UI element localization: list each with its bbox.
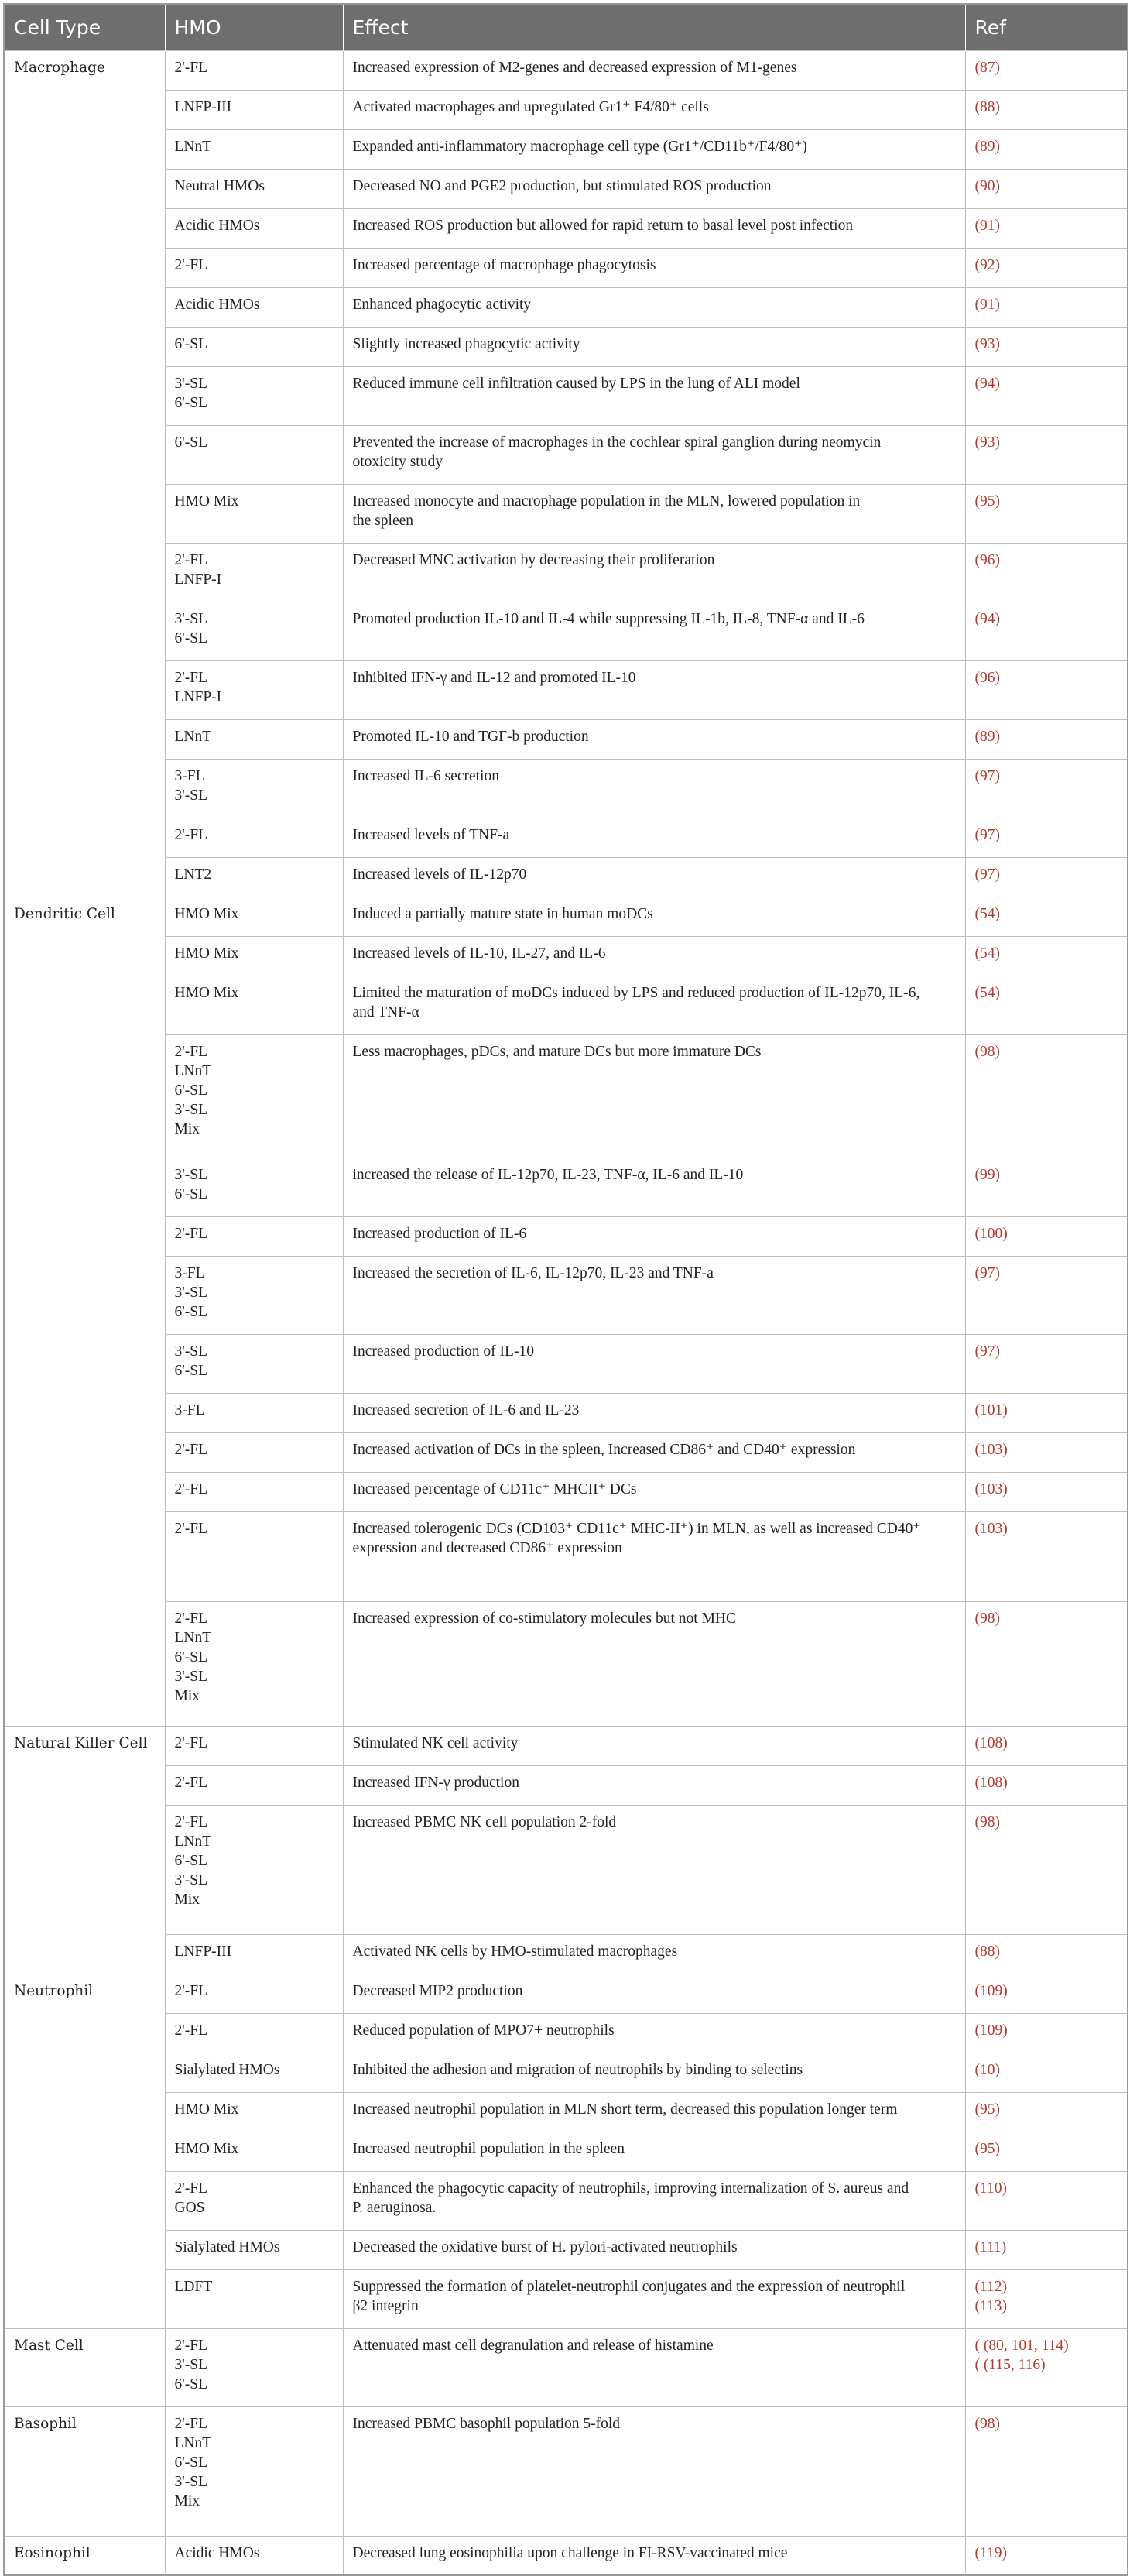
table-row <box>4 1334 1128 1393</box>
table-row <box>4 719 1128 759</box>
effect-cell: Increased neutrophil population in MLN short term, decreased this population longer term <box>343 2092 965 2132</box>
ref-cell[interactable]: (91) <box>965 287 1128 327</box>
hmo-cell: 2'-FL <box>165 1432 343 1472</box>
effect-cell: Increased production of IL-6 <box>343 1216 965 1256</box>
table-row <box>4 1393 1128 1432</box>
effect-cell: Slightly increased phagocytic activity <box>343 327 965 366</box>
effect-cell: Increased levels of TNF-a <box>343 818 965 857</box>
hmo-cell: LDFT <box>165 2269 343 2328</box>
hmo-cell: HMO Mix <box>165 484 343 543</box>
ref-cell[interactable]: (108) <box>965 1726 1128 1765</box>
ref-cell[interactable]: (97) <box>965 818 1128 857</box>
ref-cell[interactable]: (103) <box>965 1511 1128 1601</box>
hmo-cell: 2'-FL LNFP-I <box>165 543 343 602</box>
effect-cell: Attenuated mast cell degranulation and release of histamine <box>343 2328 965 2406</box>
hmo-cell: 2'-FL 3'-SL 6'-SL <box>165 2328 343 2406</box>
ref-cell[interactable]: (95) <box>965 2092 1128 2132</box>
ref-cell[interactable]: (97) <box>965 1334 1128 1393</box>
hmo-cell: 2'-FL <box>165 1472 343 1511</box>
ref-cell[interactable]: (101) <box>965 1393 1128 1432</box>
hmo-cell: 3'-SL 6'-SL <box>165 1334 343 1393</box>
effect-cell: Less macrophages, pDCs, and mature DCs but more immature DCs <box>343 1034 965 1158</box>
hmo-cell: 2'-FL LNnT 6'-SL 3'-SL Mix <box>165 1034 343 1158</box>
hmo-cell: HMO Mix <box>165 897 343 936</box>
table-row <box>4 818 1128 857</box>
hmo-cell: 2'-FL <box>165 818 343 857</box>
cell-type-cell: Macrophage <box>4 50 165 897</box>
hmo-cell: Neutral HMOs <box>165 169 343 208</box>
table-row <box>4 2013 1128 2053</box>
hmo-cell: Acidic HMOs <box>165 2536 343 2575</box>
ref-cell[interactable]: (88) <box>965 90 1128 129</box>
effect-cell: Decreased the oxidative burst of H. pylori-activated neutrophils <box>343 2230 965 2269</box>
ref-cell[interactable]: (110) <box>965 2171 1128 2230</box>
cell-type-cell: Eosinophil <box>4 2536 165 2575</box>
effect-cell: Inhibited IFN-γ and IL-12 and promoted IL-10 <box>343 660 965 719</box>
hmo-cell: 6'-SL <box>165 327 343 366</box>
ref-cell[interactable]: (87) <box>965 50 1128 90</box>
table-row <box>4 1765 1128 1805</box>
ref-cell[interactable]: (94) <box>965 366 1128 425</box>
effect-cell: Reduced population of MPO7+ neutrophils <box>343 2013 965 2053</box>
table-row <box>4 366 1128 425</box>
ref-cell[interactable]: (54) <box>965 936 1128 976</box>
table-row <box>4 1511 1128 1601</box>
header-ref: Ref <box>965 4 1128 50</box>
effect-cell: Enhanced phagocytic activity <box>343 287 965 327</box>
effect-cell: Increased ROS production but allowed for rapid return to basal level post infection <box>343 208 965 248</box>
table-row <box>4 1974 1128 2013</box>
table-row <box>4 129 1128 169</box>
table-row <box>4 1432 1128 1472</box>
table-row <box>4 287 1128 327</box>
hmo-effects-table <box>3 3 1128 2576</box>
header-cell-type: Cell Type <box>4 4 165 50</box>
effect-cell: Increased IFN-γ production <box>343 1765 965 1805</box>
ref-cell[interactable]: (95) <box>965 2132 1128 2171</box>
ref-cell[interactable]: (100) <box>965 1216 1128 1256</box>
hmo-cell: 6'-SL <box>165 425 343 484</box>
effect-cell: Decreased lung eosinophilia upon challenge in FI-RSV-vaccinated mice <box>343 2536 965 2575</box>
effect-cell: Increased PBMC NK cell population 2-fold <box>343 1805 965 1934</box>
ref-cell[interactable]: (103) <box>965 1432 1128 1472</box>
table-body <box>4 50 1128 2575</box>
hmo-cell: 2'-FL <box>165 1765 343 1805</box>
ref-cell[interactable]: (89) <box>965 129 1128 169</box>
table-row <box>4 484 1128 543</box>
effect-cell: Activated macrophages and upregulated Gr1⁺ F4/80⁺ cells <box>343 90 965 129</box>
hmo-cell: HMO Mix <box>165 976 343 1034</box>
table-row <box>4 1472 1128 1511</box>
table-row <box>4 857 1128 897</box>
ref-cell[interactable]: (94) <box>965 602 1128 660</box>
hmo-cell: HMO Mix <box>165 2132 343 2171</box>
ref-cell[interactable]: (119) <box>965 2536 1128 2575</box>
hmo-cell: 2'-FL <box>165 50 343 90</box>
effect-cell: Decreased MIP2 production <box>343 1974 965 2013</box>
effect-cell: Increased levels of IL-12p70 <box>343 857 965 897</box>
ref-cell[interactable]: (109) <box>965 1974 1128 2013</box>
hmo-cell: LNnT <box>165 719 343 759</box>
table-row <box>4 248 1128 287</box>
ref-cell[interactable]: (112) (113) <box>965 2269 1128 2328</box>
effect-cell: Promoted production IL-10 and IL-4 while suppressing IL-1b, IL-8, TNF-α and IL-6 <box>343 602 965 660</box>
table-row <box>4 660 1128 719</box>
ref-cell[interactable]: (98) <box>965 1601 1128 1726</box>
ref-cell[interactable]: (54) <box>965 976 1128 1034</box>
hmo-cell: LNT2 <box>165 857 343 897</box>
effect-cell: Decreased MNC activation by decreasing their proliferation <box>343 543 965 602</box>
ref-cell[interactable]: (103) <box>965 1472 1128 1511</box>
table-row <box>4 1601 1128 1726</box>
effect-cell: Increased activation of DCs in the spleen, Increased CD86⁺ and CD40⁺ expression <box>343 1432 965 1472</box>
hmo-cell: 2'-FL LNFP-I <box>165 660 343 719</box>
effect-cell: Increased expression of co-stimulatory molecules but not MHC <box>343 1601 965 1726</box>
cell-type-cell: Basophil <box>4 2406 165 2536</box>
table-row <box>4 1034 1128 1158</box>
table-row <box>4 897 1128 936</box>
table-row <box>4 759 1128 818</box>
hmo-cell: Sialylated HMOs <box>165 2230 343 2269</box>
effect-cell: Increased IL-6 secretion <box>343 759 965 818</box>
table-row <box>4 2328 1128 2406</box>
effect-cell: Increased levels of IL-10, IL-27, and IL-6 <box>343 936 965 976</box>
hmo-cell: 3-FL 3'-SL 6'-SL <box>165 1256 343 1334</box>
ref-cell[interactable]: (93) <box>965 425 1128 484</box>
table-row <box>4 1216 1128 1256</box>
effect-cell: Increased neutrophil population in the spleen <box>343 2132 965 2171</box>
effect-cell: Increased percentage of CD11c⁺ MHCII⁺ DCs <box>343 1472 965 1511</box>
ref-cell[interactable]: (98) <box>965 1805 1128 1934</box>
ref-cell[interactable]: (92) <box>965 248 1128 287</box>
cell-type-cell: Dendritic Cell <box>4 897 165 1726</box>
effect-cell: Suppressed the formation of platelet-neutrophil conjugates and the expression of neutrophil β2 integrin <box>343 2269 965 2328</box>
ref-cell[interactable]: (93) <box>965 327 1128 366</box>
hmo-effects-table-container <box>3 3 1127 2561</box>
hmo-cell: 2'-FL <box>165 248 343 287</box>
table-row <box>4 2536 1128 2575</box>
ref-cell[interactable]: (99) <box>965 1158 1128 1216</box>
table-row <box>4 2269 1128 2328</box>
hmo-cell: 2'-FL <box>165 1726 343 1765</box>
cell-type-cell: Neutrophil <box>4 1974 165 2328</box>
effect-cell: Limited the maturation of moDCs induced by LPS and reduced production of IL-12p70, IL-6, and TNF-α <box>343 976 965 1034</box>
ref-cell[interactable]: ( (80, 101, 114) ( (115, 116) <box>965 2328 1128 2406</box>
ref-cell[interactable]: (111) <box>965 2230 1128 2269</box>
table-row <box>4 976 1128 1034</box>
effect-cell: Stimulated NK cell activity <box>343 1726 965 1765</box>
ref-cell[interactable]: (88) <box>965 1934 1128 1974</box>
hmo-cell: 2'-FL GOS <box>165 2171 343 2230</box>
cell-type-cell: Mast Cell <box>4 2328 165 2406</box>
hmo-cell: 3'-SL 6'-SL <box>165 366 343 425</box>
ref-cell[interactable]: (97) <box>965 857 1128 897</box>
ref-cell[interactable]: (95) <box>965 484 1128 543</box>
table-row <box>4 327 1128 366</box>
table-row <box>4 208 1128 248</box>
effect-cell: Activated NK cells by HMO-stimulated macrophages <box>343 1934 965 1974</box>
table-row <box>4 2406 1128 2536</box>
header-row <box>4 4 1128 50</box>
table-row <box>4 602 1128 660</box>
hmo-cell: Acidic HMOs <box>165 208 343 248</box>
ref-cell[interactable]: (54) <box>965 897 1128 936</box>
ref-cell[interactable]: (98) <box>965 2406 1128 2536</box>
ref-cell[interactable]: (109) <box>965 2013 1128 2053</box>
hmo-cell: 3'-SL 6'-SL <box>165 1158 343 1216</box>
hmo-cell: 2'-FL LNnT 6'-SL 3'-SL Mix <box>165 1805 343 1934</box>
effect-cell: Increased percentage of macrophage phagocytosis <box>343 248 965 287</box>
effect-cell: Reduced immune cell infiltration caused by LPS in the lung of ALI model <box>343 366 965 425</box>
table-row <box>4 50 1128 90</box>
hmo-cell: 3'-SL 6'-SL <box>165 602 343 660</box>
table-row <box>4 2230 1128 2269</box>
table-row <box>4 2053 1128 2092</box>
table-row <box>4 2092 1128 2132</box>
cell-type-cell: Natural Killer Cell <box>4 1726 165 1974</box>
table-row <box>4 425 1128 484</box>
ref-cell[interactable]: (97) <box>965 759 1128 818</box>
header-effect: Effect <box>343 4 965 50</box>
hmo-cell: LNnT <box>165 129 343 169</box>
table-row <box>4 936 1128 976</box>
effect-cell: Increased tolerogenic DCs (CD103⁺ CD11c⁺ MHC-II⁺) in MLN, as well as increased CD40⁺ expression and decreased CD86⁺ expression <box>343 1511 965 1601</box>
ref-cell[interactable]: (96) <box>965 660 1128 719</box>
header-hmo: HMO <box>165 4 343 50</box>
hmo-cell: 2'-FL <box>165 2013 343 2053</box>
effect-cell: Increased PBMC basophil population 5-fold <box>343 2406 965 2536</box>
hmo-cell: LNFP-III <box>165 90 343 129</box>
table-row <box>4 1805 1128 1934</box>
ref-cell[interactable]: (108) <box>965 1765 1128 1805</box>
table-row <box>4 1726 1128 1765</box>
effect-cell: Increased secretion of IL-6 and IL-23 <box>343 1393 965 1432</box>
table-row <box>4 1158 1128 1216</box>
hmo-cell: LNFP-III <box>165 1934 343 1974</box>
table-row <box>4 2171 1128 2230</box>
effect-cell: Decreased NO and PGE2 production, but stimulated ROS production <box>343 169 965 208</box>
ref-cell[interactable]: (97) <box>965 1256 1128 1334</box>
effect-cell: Increased the secretion of IL-6, IL-12p70, IL-23 and TNF-a <box>343 1256 965 1334</box>
effect-cell: Inhibited the adhesion and migration of neutrophils by binding to selectins <box>343 2053 965 2092</box>
effect-cell: Induced a partially mature state in human moDCs <box>343 897 965 936</box>
table-header <box>4 4 1128 50</box>
ref-cell[interactable]: (89) <box>965 719 1128 759</box>
ref-cell[interactable]: (10) <box>965 2053 1128 2092</box>
table-row <box>4 2132 1128 2171</box>
effect-cell: Increased production of IL-10 <box>343 1334 965 1393</box>
ref-cell[interactable]: (98) <box>965 1034 1128 1158</box>
ref-cell[interactable]: (91) <box>965 208 1128 248</box>
effect-cell: Increased monocyte and macrophage population in the MLN, lowered population in the spleen <box>343 484 965 543</box>
effect-cell: Promoted IL-10 and TGF-b production <box>343 719 965 759</box>
hmo-cell: 3-FL 3'-SL <box>165 759 343 818</box>
table-row <box>4 1256 1128 1334</box>
ref-cell[interactable]: (90) <box>965 169 1128 208</box>
effect-cell: Prevented the increase of macrophages in the cochlear spiral ganglion during neomycin otoxicity study <box>343 425 965 484</box>
hmo-cell: 2'-FL <box>165 1974 343 2013</box>
table-row <box>4 169 1128 208</box>
hmo-cell: HMO Mix <box>165 936 343 976</box>
table-row <box>4 1934 1128 1974</box>
hmo-cell: 3-FL <box>165 1393 343 1432</box>
hmo-cell: HMO Mix <box>165 2092 343 2132</box>
effect-cell: Expanded anti-inflammatory macrophage cell type (Gr1⁺/CD11b⁺/F4/80⁺) <box>343 129 965 169</box>
hmo-cell: 2'-FL <box>165 1511 343 1601</box>
table-row <box>4 90 1128 129</box>
effect-cell: Increased expression of M2-genes and decreased expression of M1-genes <box>343 50 965 90</box>
effect-cell: Enhanced the phagocytic capacity of neutrophils, improving internalization of S. aureus and P. aeruginosa. <box>343 2171 965 2230</box>
hmo-cell: 2'-FL LNnT 6'-SL 3'-SL Mix <box>165 1601 343 1726</box>
table-row <box>4 543 1128 602</box>
effect-cell: increased the release of IL-12p70, IL-23, TNF-α, IL-6 and IL-10 <box>343 1158 965 1216</box>
hmo-cell: Sialylated HMOs <box>165 2053 343 2092</box>
hmo-cell: 2'-FL <box>165 1216 343 1256</box>
ref-cell[interactable]: (96) <box>965 543 1128 602</box>
hmo-cell: Acidic HMOs <box>165 287 343 327</box>
hmo-cell: 2'-FL LNnT 6'-SL 3'-SL Mix <box>165 2406 343 2536</box>
